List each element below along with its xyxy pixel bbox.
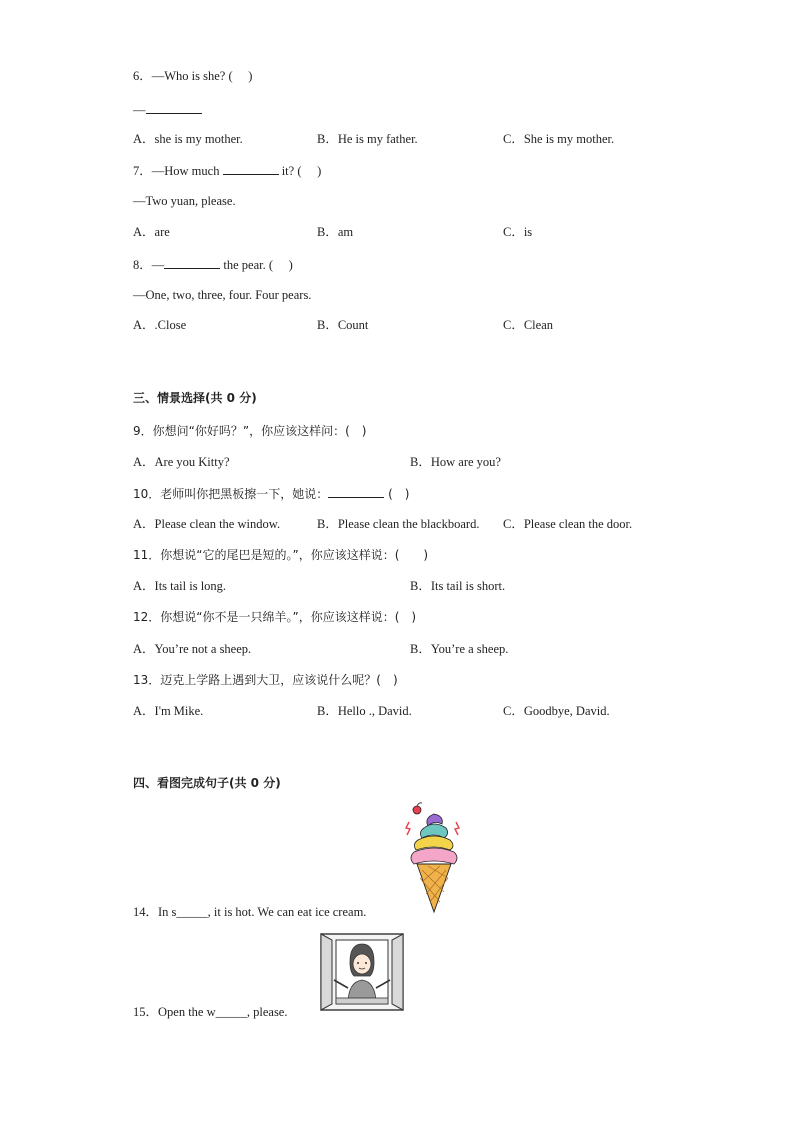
q8-stem-post: the pear. ( ): [220, 258, 293, 272]
window-drawing: [318, 932, 406, 1012]
q11-stem: 11．你想说“它的尾巴是短的。”，你应该这样说：( ): [133, 548, 429, 562]
q13-stem: 13．迈克上学路上遇到大卫，应该说什么呢？( ): [133, 673, 398, 687]
q12-option-a[interactable]: A．You’re not a sheep.: [133, 642, 252, 656]
q8-option-b[interactable]: B．Count: [317, 318, 369, 332]
q13-option-a[interactable]: A．I'm Mike.: [133, 704, 204, 718]
q10-option-c[interactable]: C．Please clean the door.: [503, 517, 633, 531]
q10-option-b[interactable]: B．Please clean the blackboard.: [317, 517, 480, 531]
ice-cream-drawing: [404, 802, 464, 914]
q11-option-a[interactable]: A．Its tail is long.: [133, 579, 227, 593]
q10-stem-post: ( ): [384, 487, 410, 501]
q12-option-b[interactable]: B．You’re a sheep.: [410, 642, 509, 656]
q8-stem: [133, 256, 293, 273]
q7-option-b[interactable]: B．am: [317, 225, 354, 239]
section-4-heading: 四、看图完成句子(共 0 分): [133, 776, 281, 790]
q7-stem: [133, 162, 321, 179]
q7-stem-post: it? ( ): [278, 164, 322, 178]
q14-text: 14．In s_____, it is hot. We can eat ice cream.: [133, 905, 367, 919]
q6-answer-dash: —: [133, 103, 146, 117]
q10-blank[interactable]: [328, 485, 384, 498]
q7-stem-pre: 7．—How much: [133, 164, 223, 178]
q8-option-c[interactable]: C．Clean: [503, 318, 553, 332]
q6-answer-line: [133, 101, 202, 118]
q15-text: 15．Open the w_____, please.: [133, 1005, 288, 1019]
q8-stem-pre: 8．—: [133, 258, 165, 272]
q8-blank[interactable]: [164, 256, 220, 269]
q7-option-c[interactable]: C．is: [503, 225, 533, 239]
q13-option-c[interactable]: C．Goodbye, David.: [503, 704, 610, 718]
q9-stem: 9．你想问“你好吗？”，你应该这样问：( ): [133, 424, 367, 438]
q7-reply: —Two yuan, please.: [133, 194, 236, 208]
q10-option-a[interactable]: A．Please clean the window.: [133, 517, 281, 531]
q7-blank[interactable]: [223, 162, 279, 175]
q8-option-a[interactable]: A．.Close: [133, 318, 187, 332]
q6-stem: 6．—Who is she? ( ): [133, 69, 253, 83]
q12-stem: 12．你想说“你不是一只绵羊。”，你应该这样说：( ): [133, 610, 417, 624]
section-3-heading: 三、情景选择(共 0 分): [133, 391, 257, 405]
q6-option-c[interactable]: C．She is my mother.: [503, 132, 615, 146]
q6-option-a[interactable]: A．she is my mother.: [133, 132, 243, 146]
q7-option-a[interactable]: A．are: [133, 225, 170, 239]
q9-option-a[interactable]: A．Are you Kitty?: [133, 455, 230, 469]
q11-option-b[interactable]: B．Its tail is short.: [410, 579, 506, 593]
q13-option-b[interactable]: B．Hello ., David.: [317, 704, 412, 718]
q10-stem: [133, 485, 409, 502]
ice-cream-icon: [404, 802, 464, 914]
q6-answer-blank[interactable]: [146, 101, 202, 114]
q9-option-b[interactable]: B．How are you?: [410, 455, 501, 469]
q8-reply: —One, two, three, four. Four pears.: [133, 288, 312, 302]
q10-stem-pre: 10．老师叫你把黑板擦一下，她说：: [133, 487, 329, 501]
girl-at-window-icon: [318, 932, 406, 1012]
q6-option-b[interactable]: B．He is my father.: [317, 132, 418, 146]
